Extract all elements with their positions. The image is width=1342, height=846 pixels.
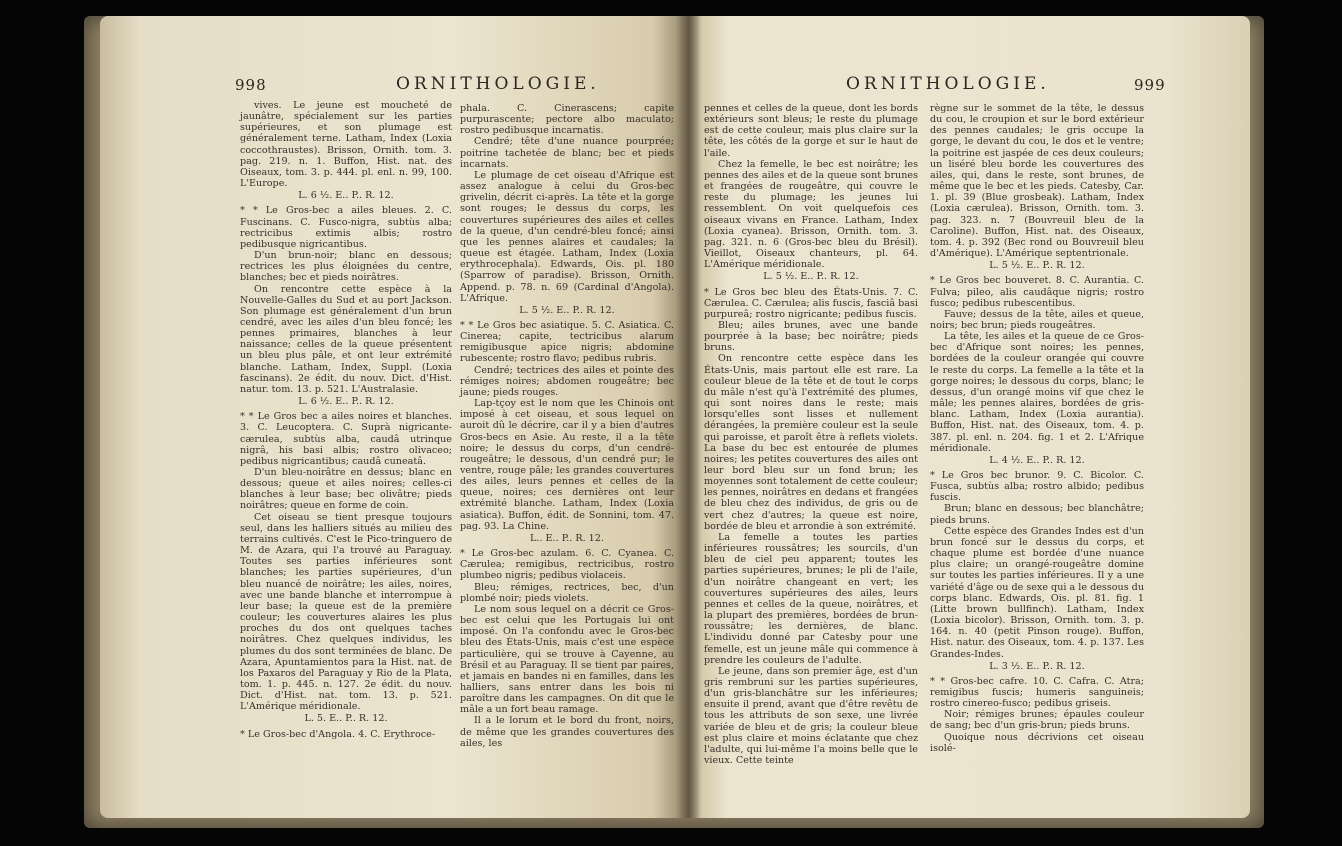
text-paragraph: La tête, les ailes et la queue de ce Gros-bec d'Afrique sont noires; les pennes, bordées de la couleur orangée qui couvre le reste du corps. La femelle a la tête et la gorge noires; le dessous du corps, blanc; le dessus, d'un orangé moins vif que chez le mâle; les pennes alaires, bordées de gris-blanc. Latham, Index (Loxia aurantia). Buffon, Hist. nat. des Oiseaux, tom. 4. p. 387. pl. enl. n. 204. fig. 1 et 2. L'Afrique méridionale.	[930, 331, 1144, 454]
text-paragraph: Le jeune, dans son premier âge, est d'un gris rembruni sur les parties supérieures, d'un gris-blanchâtre sur les inférieures; ensuite il prend, avant que d'être revêtu de tous les attributs de son sexe, une livrée variée de bleu et de gris; la couleur bleue est plus claire et moins éclatante que chez l'adulte, qui lui-même l'a moins belle que le vieux. Cette teinte	[704, 665, 918, 767]
species-entry: * Le Gros-bec d'Angola. 4. C. Erythroce-	[240, 728, 436, 740]
species-entry: pennes et celles de la queue, dont les bords extérieurs sont bleus; le reste du plumage est de cette couleur, mais plus claire sur la tête, les côtés de la gorge et sur le haut de l'aile.	[704, 103, 918, 159]
text-paragraph: On rencontre cette espèce à la Nouvelle-Galles du Sud et au port Jackson. Son plumage est généralement d'un brun cendré, avec les ailes d'un bleu foncé; les pennes primaires, blanches à leur naissance; celles de la queue présentent un bleu plus pâle, et ont leur extrémité blanche. Latham, Index, Suppl. (Loxia fascinans). 2e édit. du nouv. Dict. d'Hist. natur. tom. 13. p. 521. L'Australasie.	[240, 283, 452, 395]
text-paragraph: Cette espèce des Grandes Indes est d'un brun foncé sur le dessus du corps, et chaque plume est bordée d'une nuance plus claire; un orangé-rougeâtre domine sur toutes les parties inférieures. Il y a une variété d'âge ou de sexe qui a le dessous du corps blanc. Edwards, Ois. pl. 81. fig. 1 (Litte brown bullfinch). Latham, Index (Loxia bicolor). Brisson, Ornith. tom. 3. p. 164. n. 40 (petit Pinson rouge). Buffon, Hist. natur. des Oiseaux, tom. 4. p. 137. Les Grandes-Indes.	[930, 525, 1144, 660]
measurement-line: L.. E.. P.. R. 12.	[530, 532, 604, 544]
left-column-2	[460, 100, 674, 749]
text-paragraph: Noir; rémiges brunes; épaules couleur de sang; bec d'un gris-brun; pieds bruns.	[930, 709, 1144, 732]
text-paragraph: Cendré; tête d'une nuance pourprée; poitrine tachetée de blanc; bec et pieds incarnats.	[460, 136, 674, 170]
measurement-line: L. 4 ½. E.. P.. R. 12.	[989, 454, 1085, 466]
text-paragraph: Bleu; ailes brunes, avec une bande pourprée à la base; bec noirâtre; pieds bruns.	[704, 319, 918, 354]
left-page	[100, 16, 688, 818]
measurement-line: L. 5 ½. E.. P.. R. 12.	[519, 304, 615, 316]
text-paragraph: On rencontre cette espèce dans les États-Unis, mais partout elle est rare. La couleur bleue de la tête et de tout le corps du mâle n'est qu'à l'extrémité des plumes, qui sont noires dans le reste; mais lorsqu'elles sont lisses et nullement dérangées, la première couleur est la seule qui paroisse, et paroît être à reflets violets. La base du bec est entourée de plumes noires; les petites couvertures des ailes ont leur bord bleu sur un fond brun; les moyennes sont totalement de cette couleur; les pennes, noirâtres en dedans et frangées de bleu chez des individus, de gris ou de vert chez d'autres; la queue est noire, bordée de bleu et arrondie à son extrémité.	[704, 353, 918, 532]
measurement-line: L. 6 ½. E.. P.. R. 12.	[298, 190, 394, 202]
measurement-line: L. 5 ½. E.. P.. R. 12.	[763, 271, 859, 283]
text-paragraph: Le nom sous lequel on a décrit ce Gros-bec est celui que les Portugais lui ont imposé. On l'a confondu avec le Gros-bec bleu des États-Unis, mais c'est une espèce particulière, qui se trouve à Cayenne, au Brésil et au Paraguay. Il se tient par paires, et jamais en bandes ni en familles, dans les halliers, sans entrer dans les bois ni paroître dans les campagnes. On dit que le mâle a un fort beau ramage.	[460, 603, 674, 716]
left-column-1	[240, 100, 452, 740]
text-paragraph: Chez la femelle, le bec est noirâtre; les pennes des ailes et de la queue sont brunes et frangées de rougeâtre, qui couvre le reste du plumage; les jeunes lui ressemblent. On voit quelquefois ces oiseaux vivans en France. Latham, Index (Loxia cyanea). Brisson, Ornith. tom. 3. pag. 321. n. 6 (Gros-bec bleu du Brésil). Vieillot, Oiseaux chanteurs, pl. 64. L'Amérique méridionale.	[704, 158, 918, 271]
species-entry: phala. C. Cinerascens; capite purpurascente; pectore albo maculato; rostro pedibusque incarnatis.	[460, 103, 674, 137]
text-paragraph: vives. Le jeune est moucheté de jaunâtre, spécialement sur les parties supérieures, et son plumage est généralement terne. Latham, Index (Loxia coccothraustes). Brisson, Ornith. tom. 3. pag. 219. n. 1. Buffon, Hist. nat. des Oiseaux, tom. 3. p. 444. pl. enl. n. 99, 100. L'Europe.	[240, 100, 452, 190]
text-paragraph: Quoique nous décrivions cet oiseau isolé-	[930, 731, 1144, 754]
text-paragraph: Cet oiseau se tient presque toujours seul, dans les halliers situés au milieu des terrains cultivés. C'est le Pico-tringuero de M. de Azara, qui l'a trouvé au Paraguay. Toutes ses parties inférieures sont blanches; les parties supérieures, d'un bleu nuancé de noirâtre; les ailes, noires, avec une bande blanche et interrompue à leur base; la queue est de la première couleur; les couvertures alaires les plus proches du dos ont quelques taches noirâtres. Chez quelques individus, les plumes du dos sont terminées de blanc. De Azara, Apuntamientos para la Hist. nat. de los Paxaros del Paraguay y Rio de la Plata, tom. 1. p. 445. n. 127. 2e édit. du nouv. Dict. d'Hist. nat. tom. 13. p. 521. L'Amérique méridionale.	[240, 511, 452, 713]
text-paragraph: Bleu; rémiges, rectrices, bec, d'un plombé noir; pieds violets.	[460, 581, 674, 604]
text-paragraph: Cendré; tectrices des ailes et pointe des rémiges noires; abdomen rougeâtre; bec jaune; pieds rouges.	[460, 364, 674, 398]
species-entry: * Le Gros bec bouveret. 8. C. Aurantia. C. Fulva; pileo, alis caudâque nigris; rostro fusco; pedibus rubescentibus.	[930, 275, 1144, 309]
text-paragraph: D'un brun-noir; blanc en dessous; rectrices les plus éloignées du centre, blanches; bec et pieds noirâtres.	[240, 250, 452, 284]
species-entry: * * Le Gros-bec a ailes bleues. 2. C. Fuscinans. C. Fusco-nigra, subtùs alba; rectricibus extimis albis; rostro pedibusque nigricantibus.	[240, 205, 452, 250]
page-number-left: 998	[235, 76, 267, 94]
species-entry: règne sur le sommet de la tête, le dessus du cou, le croupion et sur le bord extérieur des pennes caudales; le gris occupe la gorge, le devant du cou, le dos et le ventre; la poitrine est jaspée de ces deux couleurs; un liséré bleu borde les couvertures des ailes, qui, dans le reste, sont brunes, de même que le bec et les pieds. Catesby, Car. 1. pl. 39 (Blue grosbeak). Latham, Index (Loxia cærulea). Brisson, Ornith. tom. 3. pag. 323. n. 7 (Bouvreuil bleu de la Caroline). Buffon, Hist. nat. des Oiseaux, tom. 4. p. 392 (Bec rond ou Bouvreuil bleu d'Amérique). L'Amérique septentrionale.	[930, 103, 1144, 260]
measurement-line: L. 3 ½. E.. P.. R. 12.	[989, 660, 1085, 672]
right-page	[688, 16, 1250, 818]
measurement-line: L. 5. E.. P.. R. 12.	[304, 713, 388, 725]
measurement-line: L. 6 ½. E.. P.. R. 12.	[298, 396, 394, 408]
text-paragraph: La femelle a toutes les parties inférieures roussâtres; les sourcils, d'un bleu de ciel peu apparent; toutes les parties supérieures, brunes; le pli de l'aile, d'un noirâtre changeant en vert; les couvertures supérieures des ailes, leurs pennes et celles de la queue, noirâtres, et la plupart des premières, bordées de brun-roussâtre; les dernières, de blanc. L'individu donné par Catesby pour une femelle, est un jeune mâle qui commence à prendre les couleurs de l'adulte.	[704, 531, 918, 666]
species-entry: * Le Gros bec bleu des États-Unis. 7. C. Cærulea. C. Cærulea; alis fuscis, fasciâ basi purpureâ; rostro nigricante; pedibus fuscis.	[704, 286, 918, 320]
right-column-1	[704, 100, 918, 766]
running-head-right: ORNITHOLOGIE.	[846, 74, 1050, 94]
species-entry: * Le Gros bec brunor. 9. C. Bicolor. C. Fusca, subtùs alba; rostro albido; pedibus fuscis.	[930, 470, 1144, 504]
measurement-line: L. 5 ½. E.. P.. R. 12.	[989, 260, 1085, 272]
running-head-left: ORNITHOLOGIE.	[396, 74, 600, 94]
text-paragraph: Brun; blanc en dessous; bec blanchâtre; pieds bruns.	[930, 503, 1144, 526]
book-gutter	[676, 16, 702, 818]
page-number-right: 999	[1134, 76, 1166, 94]
species-entry: * * Le Gros bec asiatique. 5. C. Asiatica. C. Cinerea; capite, tectricibus alarum remigibusque apice nigris; abdomine rubescente; rostro flavo; pedibus rubris.	[460, 319, 674, 365]
text-paragraph: D'un bleu-noirâtre en dessus; blanc en dessous; queue et ailes noires; celles-ci blanches à leur base; bec olivâtre; pieds noirâtres; queue en forme de coin.	[240, 467, 452, 512]
text-paragraph: Fauve; dessus de la tête, ailes et queue, noirs; bec brun; pieds rougeâtres.	[930, 308, 1144, 331]
species-entry: * Le Gros-bec azulam. 6. C. Cyanea. C. Cærulea; remigibus, rectricibus, rostro plumbeo nigris; pedibus violaceis.	[460, 548, 674, 582]
text-paragraph: Il a le lorum et le bord du front, noirs, de même que les grandes couvertures des ailes, les	[460, 715, 674, 749]
text-paragraph: Lap-tçoy est le nom que les Chinois ont imposé à cet oiseau, et sous lequel on auroit dû le décrire, car il y a bien d'autres Gros-becs en Asie. Au reste, il a la tête noire; le dessus du corps, d'un cendré-rougeâtre; le dessous, d'un cendré pur; le ventre, rouge pâle; les grandes couvertures des ailes, leurs pennes et celles de la queue, noires; ces dernières ont leur extrémité blanche. Latham, Index (Loxia asiatica). Buffon, édit. de Sonnini, tom. 47. pag. 93. La Chine.	[460, 398, 674, 532]
species-entry: * * Le Gros bec a ailes noires et blanches. 3. C. Leucoptera. C. Suprà nigricante-cærulea, subtùs alba, caudâ utrinque nigrâ, his basi albis; rostro olivaceo; pedibus nigricantibus; caudâ cuneatâ.	[240, 411, 452, 467]
text-paragraph: Le plumage de cet oiseau d'Afrique est assez analogue à celui du Gros-bec grivelin, décrit ci-après. La tête et la gorge sont rouges; le dessus du corps, les couvertures supérieures des ailes et celles de la queue, d'un cendré-bleu foncé; ainsi que les pennes alaires et caudales; la queue est étagée. Latham, Index (Loxia erythrocephala). Edwards, Ois. pl. 180 (Sparrow of paradise). Brisson, Ornith. Append. p. 78. n. 69 (Cardinal d'Angola). L'Afrique.	[460, 169, 674, 304]
species-entry: * * Gros-bec cafre. 10. C. Cafra. C. Atra; remigibus fuscis; humeris sanguineis; rostro cinereo-fusco; pedibus griseis.	[930, 675, 1144, 710]
right-column-2	[930, 100, 1144, 754]
